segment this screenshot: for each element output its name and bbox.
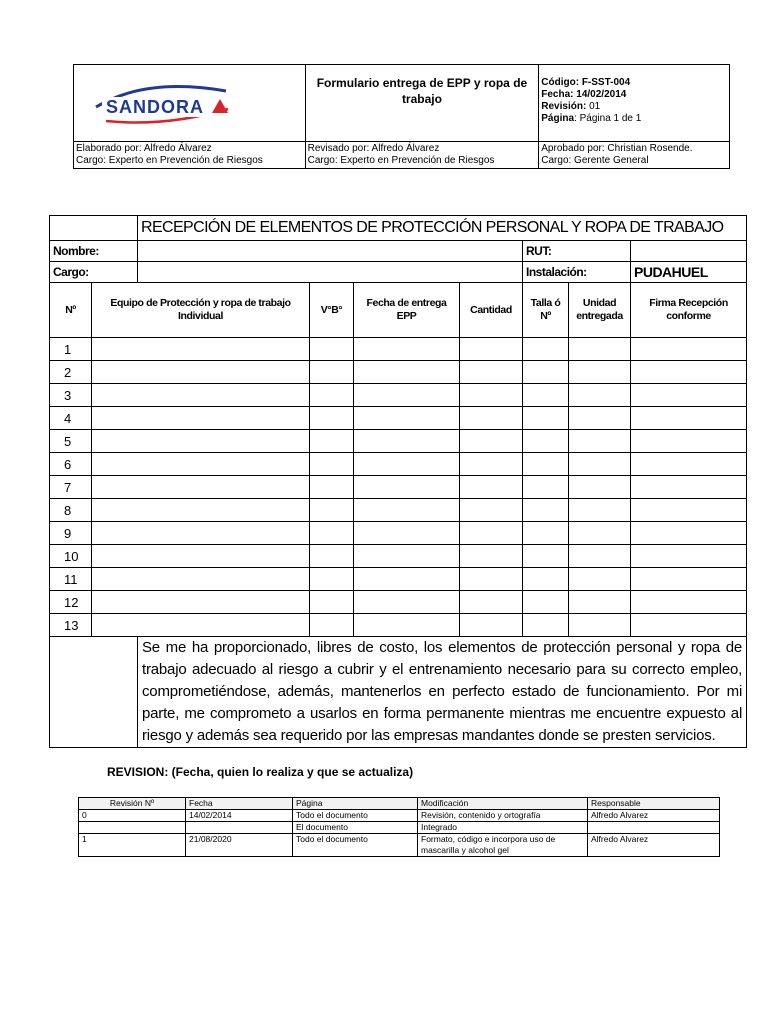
row-number: 9 <box>50 522 92 545</box>
equipo-cell[interactable] <box>92 476 310 499</box>
revision-cell: Revisión, contenido y ortografía <box>418 810 588 822</box>
equipo-cell[interactable] <box>92 453 310 476</box>
unidad-cell[interactable] <box>569 568 631 591</box>
revision-row <box>79 810 720 822</box>
rut-label: RUT: <box>523 241 631 262</box>
item-rows <box>50 338 747 637</box>
unidad-cell[interactable] <box>569 453 631 476</box>
pagina-value: : Página 1 de 1 <box>574 113 642 124</box>
talla-cell[interactable] <box>523 499 569 522</box>
revision-header: Responsable <box>588 798 720 810</box>
revision-label: Revisión: <box>541 101 587 112</box>
revision-table <box>78 797 720 857</box>
equipo-cell[interactable] <box>92 614 310 637</box>
cantidad-cell[interactable] <box>460 476 523 499</box>
revision-header: Página <box>293 798 418 810</box>
vobo-cell[interactable] <box>310 614 354 637</box>
fecha-cell[interactable] <box>354 338 460 361</box>
fecha-cell[interactable] <box>354 499 460 522</box>
equipo-cell[interactable] <box>92 545 310 568</box>
revision-row <box>79 834 720 857</box>
revision-cell: 21/08/2020 <box>186 834 293 857</box>
cantidad-cell[interactable] <box>460 591 523 614</box>
revision-cell <box>79 822 186 834</box>
vobo-cell[interactable] <box>310 384 354 407</box>
statement-spacer <box>50 637 138 748</box>
revisado-text: Revisado por: Alfredo Álvarez <box>307 143 440 154</box>
revision-cell: 0 <box>79 810 186 822</box>
unidad-cell[interactable] <box>569 614 631 637</box>
talla-cell[interactable] <box>523 361 569 384</box>
fecha-cell[interactable] <box>354 407 460 430</box>
table-row <box>50 476 747 499</box>
fecha-cell[interactable] <box>354 453 460 476</box>
elaborado-text: Elaborado por: Alfredo Álvarez <box>76 143 212 154</box>
firma-cell[interactable] <box>631 499 747 522</box>
aprobado-text: Aprobado por: Christian Rosende. <box>541 143 693 154</box>
revision-title: REVISION: (Fecha, quien lo realiza y que se actualiza) <box>107 765 414 779</box>
row-number: 13 <box>50 614 92 637</box>
row-number: 4 <box>50 407 92 430</box>
equipo-cell[interactable] <box>92 568 310 591</box>
revision-value: 01 <box>589 101 601 112</box>
table-row <box>50 614 747 637</box>
sandora-logo-icon <box>86 79 236 129</box>
cantidad-cell[interactable] <box>460 384 523 407</box>
table-row <box>50 407 747 430</box>
table-row <box>50 384 747 407</box>
equipo-cell[interactable] <box>92 430 310 453</box>
col-firma: Firma Recepción conforme <box>631 283 747 338</box>
logo-text: SANDORA <box>106 97 205 117</box>
fecha-cell[interactable] <box>354 476 460 499</box>
vobo-cell[interactable] <box>310 522 354 545</box>
vobo-cell[interactable] <box>310 476 354 499</box>
unidad-cell[interactable] <box>569 591 631 614</box>
cantidad-cell[interactable] <box>460 499 523 522</box>
fecha-cell[interactable] <box>354 591 460 614</box>
vobo-cell[interactable] <box>310 407 354 430</box>
unidad-cell[interactable] <box>569 430 631 453</box>
unidad-cell[interactable] <box>569 384 631 407</box>
nombre-field[interactable] <box>138 241 523 262</box>
cantidad-cell[interactable] <box>460 338 523 361</box>
talla-cell[interactable] <box>523 545 569 568</box>
logo-cell <box>74 65 306 142</box>
row-number: 12 <box>50 591 92 614</box>
revision-cell: Todo el documento <box>293 810 418 822</box>
instalacion-label: Instalación: <box>523 262 631 283</box>
vobo-cell[interactable] <box>310 361 354 384</box>
nombre-label: Nombre: <box>50 241 138 262</box>
revision-header: Fecha <box>186 798 293 810</box>
revisado-cell <box>305 142 539 169</box>
equipo-cell[interactable] <box>92 384 310 407</box>
talla-cell[interactable] <box>523 407 569 430</box>
col-cantidad: Cantidad <box>460 283 523 338</box>
title-spacer <box>50 216 138 241</box>
unidad-cell[interactable] <box>569 407 631 430</box>
vobo-cell[interactable] <box>310 499 354 522</box>
firma-cell[interactable] <box>631 522 747 545</box>
cantidad-cell[interactable] <box>460 361 523 384</box>
cantidad-cell[interactable] <box>460 407 523 430</box>
cantidad-cell[interactable] <box>460 614 523 637</box>
revision-cell: El documento <box>293 822 418 834</box>
cantidad-cell[interactable] <box>460 453 523 476</box>
codigo-label: Código: <box>541 77 580 88</box>
codigo-value: F-SST-004 <box>581 77 631 88</box>
equipo-cell[interactable] <box>92 338 310 361</box>
row-number: 10 <box>50 545 92 568</box>
table-row <box>50 453 747 476</box>
elaborado-cell <box>74 142 306 169</box>
row-number: 1 <box>50 338 92 361</box>
epp-form <box>49 215 747 748</box>
cantidad-cell[interactable] <box>460 522 523 545</box>
talla-cell[interactable] <box>523 614 569 637</box>
table-row <box>50 591 747 614</box>
equipo-cell[interactable] <box>92 407 310 430</box>
unidad-cell[interactable] <box>569 476 631 499</box>
fecha-cell[interactable] <box>354 384 460 407</box>
vobo-cell[interactable] <box>310 453 354 476</box>
equipo-cell[interactable] <box>92 499 310 522</box>
table-row <box>50 361 747 384</box>
revision-header-row <box>79 798 720 810</box>
table-row <box>50 545 747 568</box>
document-title: Formulario entrega de EPP y ropa de trabajo <box>305 65 539 142</box>
statement-text: Se me ha proporcionado, libres de costo, los elementos de protección personal y ropa de trabajo adecuado al riesgo a cubrir y el entrenamiento necesario para su correcto empleo, comprometiéndose, además, mantenerlos en perfecto estado de funcionamiento. Por mi parte, me comprometo a usarlos en forma permanente mientras me encuentre expuesto al riesgo y además sea requerido por las empresas mandantes donde se presten servicios. <box>138 637 747 748</box>
col-vobo: V°B° <box>310 283 354 338</box>
form-title: RECEPCIÓN DE ELEMENTOS DE PROTECCIÓN PERSONAL Y ROPA DE TRABAJO <box>138 216 747 241</box>
row-number: 8 <box>50 499 92 522</box>
vobo-cell[interactable] <box>310 568 354 591</box>
fecha-cell[interactable] <box>354 430 460 453</box>
revisado-cargo: Cargo: Experto en Prevención de Riesgos <box>307 155 495 166</box>
table-row <box>50 499 747 522</box>
col-unidad: Unidad entregada <box>569 283 631 338</box>
revision-cell: Alfredo Alvarez <box>588 834 720 857</box>
vobo-cell[interactable] <box>310 545 354 568</box>
firma-cell[interactable] <box>631 338 747 361</box>
firma-cell[interactable] <box>631 453 747 476</box>
talla-cell[interactable] <box>523 568 569 591</box>
firma-cell[interactable] <box>631 545 747 568</box>
fecha-cell[interactable] <box>354 545 460 568</box>
talla-cell[interactable] <box>523 476 569 499</box>
table-row <box>50 522 747 545</box>
col-equipo: Equipo de Protección y ropa de trabajo Individual <box>92 283 310 338</box>
talla-cell[interactable] <box>523 453 569 476</box>
col-numero: Nº <box>50 283 92 338</box>
row-number: 7 <box>50 476 92 499</box>
cantidad-cell[interactable] <box>460 430 523 453</box>
unidad-cell[interactable] <box>569 522 631 545</box>
document-header <box>73 64 730 169</box>
revision-header: Revisión Nº <box>79 798 186 810</box>
firma-cell[interactable] <box>631 430 747 453</box>
firma-cell[interactable] <box>631 476 747 499</box>
cantidad-cell[interactable] <box>460 568 523 591</box>
revision-row <box>79 822 720 834</box>
fecha-cell[interactable] <box>354 568 460 591</box>
col-fecha-entrega: Fecha de entrega EPP <box>354 283 460 338</box>
unidad-cell[interactable] <box>569 545 631 568</box>
column-headers <box>50 283 747 338</box>
rut-field[interactable] <box>631 241 747 262</box>
aprobado-cell <box>539 142 730 169</box>
document-meta <box>539 65 730 142</box>
firma-cell[interactable] <box>631 407 747 430</box>
fecha-cell[interactable] <box>354 614 460 637</box>
cantidad-cell[interactable] <box>460 545 523 568</box>
vobo-cell[interactable] <box>310 338 354 361</box>
row-number: 11 <box>50 568 92 591</box>
revision-cell: 1 <box>79 834 186 857</box>
revision-cell: Alfredo Alvarez <box>588 810 720 822</box>
revision-cell: Formato, código e incorpora uso de mascarilla y alcohol gel <box>418 834 588 857</box>
firma-cell[interactable] <box>631 591 747 614</box>
table-row <box>50 338 747 361</box>
talla-cell[interactable] <box>523 430 569 453</box>
elaborado-cargo: Cargo: Experto en Prevención de Riesgos <box>76 155 263 166</box>
vobo-cell[interactable] <box>310 430 354 453</box>
col-talla: Talla ó Nº <box>523 283 569 338</box>
revision-cell <box>588 822 720 834</box>
cargo-label: Cargo: <box>50 262 138 283</box>
cargo-field[interactable] <box>138 262 523 283</box>
talla-cell[interactable] <box>523 338 569 361</box>
revision-header: Modificación <box>418 798 588 810</box>
pagina-label: Página <box>541 113 575 124</box>
row-number: 5 <box>50 430 92 453</box>
fecha-value: 14/02/2014 <box>576 89 627 100</box>
aprobado-cargo: Cargo: Gerente General <box>541 155 649 166</box>
revision-cell: 14/02/2014 <box>186 810 293 822</box>
table-row <box>50 568 747 591</box>
revision-cell: Todo el documento <box>293 834 418 857</box>
talla-cell[interactable] <box>523 522 569 545</box>
unidad-cell[interactable] <box>569 361 631 384</box>
firma-cell[interactable] <box>631 361 747 384</box>
unidad-cell[interactable] <box>569 338 631 361</box>
instalacion-value[interactable]: PUDAHUEL <box>631 262 747 283</box>
row-number: 6 <box>50 453 92 476</box>
equipo-cell[interactable] <box>92 361 310 384</box>
talla-cell[interactable] <box>523 591 569 614</box>
talla-cell[interactable] <box>523 384 569 407</box>
table-row <box>50 430 747 453</box>
fecha-cell[interactable] <box>354 522 460 545</box>
firma-cell[interactable] <box>631 614 747 637</box>
firma-cell[interactable] <box>631 384 747 407</box>
revision-cell <box>186 822 293 834</box>
equipo-cell[interactable] <box>92 591 310 614</box>
equipo-cell[interactable] <box>92 522 310 545</box>
row-number: 3 <box>50 384 92 407</box>
fecha-label: Fecha: <box>541 89 574 100</box>
vobo-cell[interactable] <box>310 591 354 614</box>
revision-cell: Integrado <box>418 822 588 834</box>
unidad-cell[interactable] <box>569 499 631 522</box>
fecha-cell[interactable] <box>354 361 460 384</box>
firma-cell[interactable] <box>631 568 747 591</box>
row-number: 2 <box>50 361 92 384</box>
